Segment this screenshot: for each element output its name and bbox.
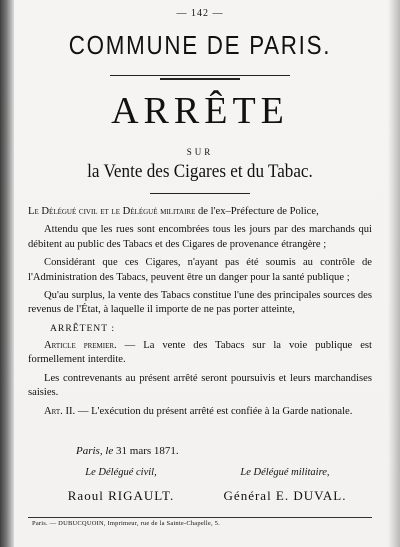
date-prefix: Paris, le: [76, 445, 114, 457]
sur-label: SUR: [186, 147, 214, 157]
page-title: ARRÊTE: [111, 90, 289, 132]
contrevenants-paragraph: Les contrevenants au présent arrêté seront poursuivis et leurs marchandises saisies.: [28, 372, 372, 399]
preamble-paragraph: [28, 205, 372, 219]
signature-civil-role: Le Délégué civil,: [85, 467, 157, 478]
commune-heading: COMMUNE DE PARIS.: [68, 30, 332, 60]
article-2-label: Art. II.: [44, 405, 76, 417]
article-2-paragraph: [28, 405, 372, 419]
attendu-paragraph: Attendu que les rues sont encombrées tous les jours par des marchands qui débitent au public des Tabacs et des Cigares de provenance étrangère ;: [28, 224, 372, 250]
preamble-rest: de l'ex–Préfecture de Police,: [195, 206, 319, 217]
signature-civil: [36, 467, 206, 504]
date-value: 31 mars 1871.: [113, 445, 179, 457]
subject-rule: [150, 193, 250, 194]
article-1-label: Article premier.: [44, 339, 117, 351]
subject-heading: la Vente des Cigares et du Tabac.: [87, 161, 313, 182]
scan-edge-left: [0, 0, 14, 547]
scan-edge-right: [388, 0, 400, 547]
surplus-paragraph: Qu'au surplus, la vente des Tabacs constitue l'une des principales sources des revenus de l'État, à laquelle il importe de ne pas porter atteinte,: [28, 290, 372, 316]
signature-military-role: Le Délégué militaire,: [240, 467, 330, 478]
arretent-heading: ARRÊTENT :: [50, 322, 115, 334]
article-1-text: — La vente des Tabacs sur la voie publique est formellement interdite.: [28, 339, 372, 366]
signature-civil-name: Raoul RIGAULT.: [67, 488, 175, 503]
signature-military: [200, 467, 370, 504]
considerant-paragraph: Considérant que ces Cigares, n'ayant pas été soumis au contrôle de l'Administration des Tabacs, peuvent être un danger pour la santé publique ;: [28, 257, 372, 283]
article-1-paragraph: [28, 339, 372, 368]
heading-rule: [110, 75, 290, 76]
footer-rule: [28, 517, 372, 518]
printer-footer: Paris. — DUBUCQUOIN, Imprimeur, rue de la Sainte-Chapelle, 5.: [32, 520, 220, 527]
preamble-lead: Le Délégué civil et le Délégué militaire: [28, 206, 196, 217]
page-number: — 142 —: [176, 8, 224, 19]
article-2-text: — L'exécution du présent arrêté est confiée à la Garde nationale.: [75, 405, 353, 417]
signature-military-name: Général E. DUVAL.: [223, 488, 347, 503]
decree-date: [76, 445, 179, 457]
decree-body: [28, 205, 372, 423]
heading-rule-bold: [160, 78, 240, 80]
